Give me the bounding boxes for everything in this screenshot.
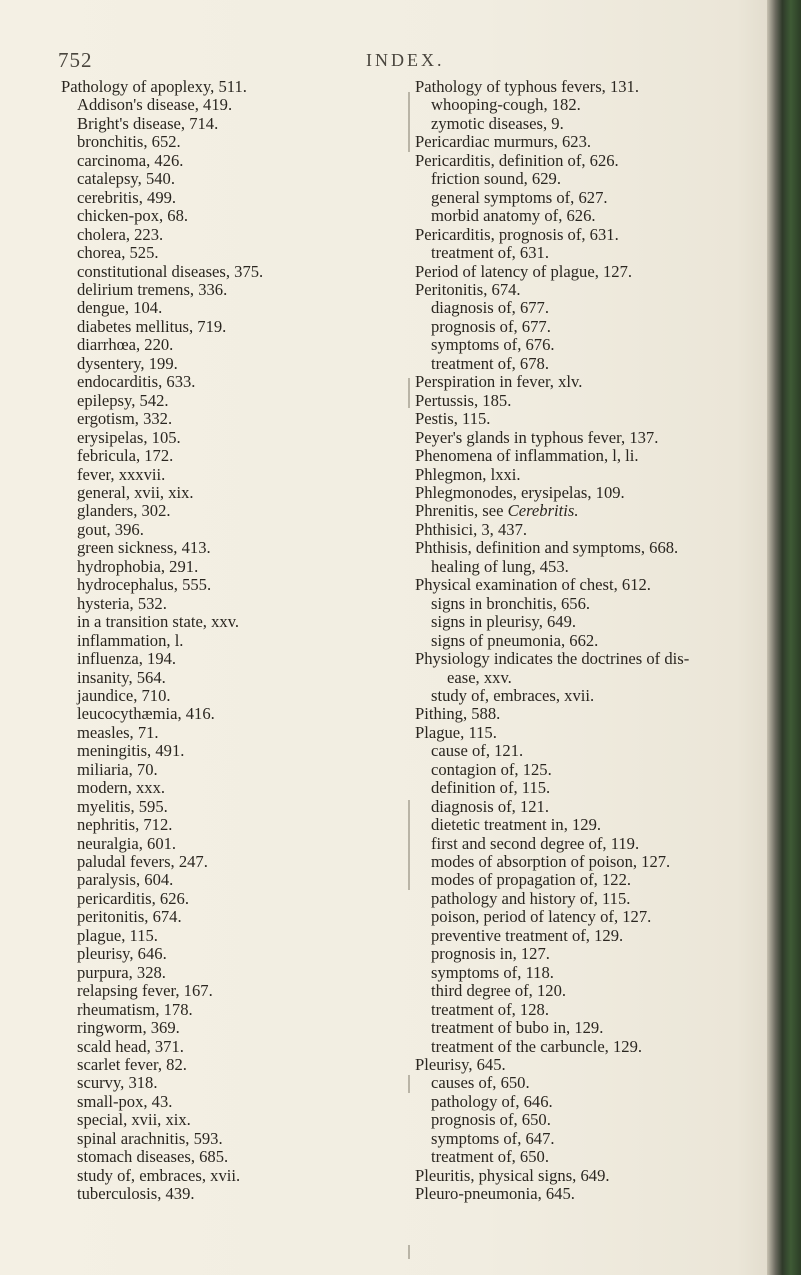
index-sub-entry — [61, 466, 391, 484]
entry-text: Pertussis, 185. — [415, 390, 512, 410]
entry-text: carcinoma, 426. — [77, 150, 184, 170]
index-sub-entry — [415, 945, 765, 963]
index-sub-entry — [61, 558, 391, 576]
entry-text: chicken-pox, 68. — [77, 206, 189, 226]
entry-text: Pathology of typhous fevers, 131. — [415, 77, 639, 96]
index-sub-entry — [415, 779, 765, 797]
index-sub-entry — [61, 96, 391, 114]
entry-text: small-pox, 43. — [77, 1091, 173, 1111]
index-sub-entry — [61, 576, 391, 594]
index-sub-entry — [61, 871, 391, 889]
entry-text: causes of, 650. — [431, 1073, 530, 1093]
entry-text: modes of absorption of poison, 127. — [431, 852, 671, 872]
entry-text: Pathology of apoplexy, 511. — [61, 77, 247, 96]
index-sub-entry — [415, 742, 765, 760]
entry-text: poison, period of latency of, 127. — [431, 907, 652, 927]
index-sub-entry — [415, 1038, 765, 1056]
entry-text: definition of, 115. — [431, 778, 551, 798]
entry-text: relapsing fever, 167. — [77, 981, 213, 1001]
index-sub-entry — [61, 484, 391, 502]
index-main-entry — [415, 502, 765, 520]
entry-text: signs in bronchitis, 656. — [431, 593, 591, 613]
index-sub-entry — [61, 927, 391, 945]
index-sub-entry — [61, 299, 391, 317]
index-sub-entry — [61, 945, 391, 963]
index-main-entry — [415, 429, 765, 447]
index-sub-entry — [61, 1038, 391, 1056]
entry-text: ringworm, 369. — [77, 1018, 180, 1038]
index-sub-entry — [61, 779, 391, 797]
index-sub-entry — [61, 761, 391, 779]
entry-text: treatment of, 650. — [431, 1147, 549, 1167]
entry-text: Pestis, 115. — [415, 409, 491, 429]
entry-text: chorea, 525. — [77, 243, 159, 263]
index-sub-entry — [415, 207, 765, 225]
entry-text: Physiology indicates the doctrines of dis- — [415, 649, 690, 669]
index-sub-entry — [61, 669, 391, 687]
index-sub-entry — [61, 724, 391, 742]
entry-text: myelitis, 595. — [77, 796, 168, 816]
index-sub-entry — [61, 1111, 391, 1129]
index-main-entry — [415, 1167, 765, 1185]
entry-text: diarrhœa, 220. — [77, 335, 174, 355]
index-sub-entry — [61, 798, 391, 816]
index-main-entry — [415, 484, 765, 502]
entry-text: treatment of the carbuncle, 129. — [431, 1036, 643, 1056]
entry-text: pericarditis, 626. — [77, 888, 189, 908]
index-sub-entry — [415, 853, 765, 871]
entry-text: Bright's disease, 714. — [77, 113, 219, 133]
index-sub-entry — [61, 1093, 391, 1111]
index-sub-entry — [415, 1093, 765, 1111]
entry-text: Phthisis, definition and symptoms, 668. — [415, 538, 679, 558]
index-sub-entry — [61, 115, 391, 133]
index-sub-entry — [415, 1074, 765, 1092]
entry-text: Phenomena of inflammation, l, li. — [415, 446, 639, 466]
book-binding-edge — [767, 0, 801, 1275]
index-sub-entry — [415, 1148, 765, 1166]
index-sub-entry — [61, 595, 391, 613]
entry-text: cholera, 223. — [77, 224, 164, 244]
entry-text: Plague, 115. — [415, 722, 497, 742]
index-sub-entry — [415, 1019, 765, 1037]
entry-text: Pleuro-pneumonia, 645. — [415, 1184, 575, 1204]
index-sub-entry — [415, 558, 765, 576]
index-sub-entry — [61, 982, 391, 1000]
index-sub-entry — [415, 927, 765, 945]
index-sub-entry — [61, 170, 391, 188]
entry-text: general symptoms of, 627. — [431, 187, 608, 207]
entry-text: Phlegmon, lxxi. — [415, 464, 521, 484]
index-main-entry — [415, 226, 765, 244]
index-sub-entry — [415, 890, 765, 908]
entry-text: green sickness, 413. — [77, 538, 211, 558]
running-head: INDEX. — [366, 50, 445, 70]
index-main-entry — [61, 78, 391, 96]
entry-text: Perspiration in fever, xlv. — [415, 372, 583, 392]
page-number: 752 — [58, 48, 93, 72]
index-sub-entry — [61, 650, 391, 668]
entry-text: Pericardiac murmurs, 623. — [415, 132, 592, 152]
index-main-entry — [415, 705, 765, 723]
index-sub-entry — [415, 355, 765, 373]
entry-text: tuberculosis, 439. — [77, 1184, 195, 1204]
entry-text: Pericarditis, prognosis of, 631. — [415, 224, 619, 244]
entry-text: bronchitis, 652. — [77, 132, 181, 152]
column-rule — [408, 92, 410, 152]
index-sub-entry — [61, 410, 391, 428]
index-sub-entry — [415, 336, 765, 354]
index-sub-entry — [61, 835, 391, 853]
entry-text: plague, 115. — [77, 925, 158, 945]
index-sub-entry — [415, 982, 765, 1000]
entry-text: healing of lung, 453. — [431, 556, 569, 576]
entry-text: rheumatism, 178. — [77, 999, 193, 1019]
index-sub-entry — [415, 761, 765, 779]
column-rule — [408, 1245, 410, 1259]
entry-text: delirium tremens, 336. — [77, 279, 228, 299]
index-sub-entry — [61, 908, 391, 926]
index-sub-entry — [61, 705, 391, 723]
entry-text: leucocythæmia, 416. — [77, 704, 215, 724]
index-sub-entry — [61, 964, 391, 982]
entry-text: whooping-cough, 182. — [431, 95, 581, 115]
entry-text: study of, embraces, xvii. — [77, 1165, 241, 1185]
entry-text: constitutional diseases, 375. — [77, 261, 264, 281]
index-sub-entry — [61, 613, 391, 631]
index-sub-entry — [61, 742, 391, 760]
index-sub-entry — [61, 632, 391, 650]
index-sub-entry — [415, 1111, 765, 1129]
entry-text: neuralgia, 601. — [77, 833, 177, 853]
entry-text: treatment of, 128. — [431, 999, 549, 1019]
entry-text: Pithing, 588. — [415, 704, 501, 724]
index-sub-entry — [61, 502, 391, 520]
index-sub-entry — [61, 1056, 391, 1074]
entry-text: treatment of, 678. — [431, 353, 549, 373]
index-sub-entry — [61, 1185, 391, 1203]
entry-text: prognosis of, 650. — [431, 1110, 551, 1130]
index-sub-entry — [415, 299, 765, 317]
entry-text: hydrocephalus, 555. — [77, 575, 212, 595]
entry-text: paralysis, 604. — [77, 870, 174, 890]
entry-text: fever, xxxvii. — [77, 464, 166, 484]
index-main-entry — [415, 410, 765, 428]
index-sub-entry — [61, 133, 391, 151]
index-sub-entry — [415, 835, 765, 853]
entry-text: prognosis in, 127. — [431, 944, 550, 964]
index-sub-entry — [415, 1130, 765, 1148]
entry-text: Period of latency of plague, 127. — [415, 261, 633, 281]
entry-text: diabetes mellitus, 719. — [77, 316, 227, 336]
entry-text: special, xvii, xix. — [77, 1110, 191, 1130]
entry-text: study of, embraces, xvii. — [431, 685, 595, 705]
index-sub-entry — [415, 964, 765, 982]
entry-text: measles, 71. — [77, 722, 159, 742]
index-sub-entry — [61, 1130, 391, 1148]
index-sub-entry — [61, 226, 391, 244]
entry-text: scald head, 371. — [77, 1036, 184, 1056]
entry-text: prognosis of, 677. — [431, 316, 551, 336]
index-sub-entry — [61, 207, 391, 225]
entry-text: diagnosis of, 677. — [431, 298, 549, 318]
index-sub-entry — [415, 244, 765, 262]
entry-text: ergotism, 332. — [77, 409, 173, 429]
entry-text: purpura, 328. — [77, 962, 166, 982]
index-main-entry — [415, 724, 765, 742]
entry-text: symptoms of, 118. — [431, 962, 554, 982]
entry-text: hysteria, 532. — [77, 593, 167, 613]
index-main-entry — [415, 1185, 765, 1203]
entry-text: miliaria, 70. — [77, 759, 158, 779]
entry-text: modern, xxx. — [77, 778, 166, 798]
index-sub-entry — [61, 521, 391, 539]
entry-crossref: Cerebritis. — [507, 501, 579, 521]
index-sub-entry — [415, 871, 765, 889]
index-main-entry — [415, 650, 765, 668]
index-sub-entry — [61, 447, 391, 465]
entry-text: febricula, 172. — [77, 446, 174, 466]
index-sub-entry — [415, 669, 765, 687]
index-sub-entry — [61, 853, 391, 871]
index-main-entry — [415, 152, 765, 170]
index-sub-entry — [415, 170, 765, 188]
entry-text: spinal arachnitis, 593. — [77, 1128, 223, 1148]
index-main-entry — [415, 78, 765, 96]
entry-text: preventive treatment of, 129. — [431, 925, 624, 945]
entry-text: friction sound, 629. — [431, 169, 561, 189]
entry-text: symptoms of, 647. — [431, 1128, 555, 1148]
entry-text: insanity, 564. — [77, 667, 166, 687]
index-sub-entry — [61, 1148, 391, 1166]
entry-text: modes of propagation of, 122. — [431, 870, 632, 890]
column-rule — [408, 378, 410, 408]
index-sub-entry — [415, 318, 765, 336]
entry-text: Pleurisy, 645. — [415, 1055, 506, 1075]
entry-text: Peyer's glands in typhous fever, 137. — [415, 427, 659, 447]
index-sub-entry — [61, 1019, 391, 1037]
entry-text: contagion of, 125. — [431, 759, 552, 779]
index-main-entry — [415, 447, 765, 465]
entry-text: Phrenitis, see — [415, 501, 508, 521]
index-sub-entry — [61, 355, 391, 373]
entry-text: cerebritis, 499. — [77, 187, 177, 207]
entry-text: Phthisici, 3, 437. — [415, 519, 528, 539]
index-sub-entry — [61, 318, 391, 336]
entry-text: influenza, 194. — [77, 649, 177, 669]
index-sub-entry — [415, 816, 765, 834]
index-sub-entry — [415, 1001, 765, 1019]
entry-text: first and second degree of, 119. — [431, 833, 640, 853]
index-sub-entry — [61, 336, 391, 354]
index-sub-entry — [415, 687, 765, 705]
entry-text: Physical examination of chest, 612. — [415, 575, 651, 595]
index-main-entry — [415, 263, 765, 281]
index-sub-entry — [61, 429, 391, 447]
entry-text: pathology and history of, 115. — [431, 888, 631, 908]
entry-text: paludal fevers, 247. — [77, 852, 208, 872]
index-sub-entry — [61, 539, 391, 557]
index-main-entry — [415, 373, 765, 391]
index-main-entry — [415, 1056, 765, 1074]
entry-text: jaundice, 710. — [77, 685, 171, 705]
entry-text: Peritonitis, 674. — [415, 279, 521, 299]
index-sub-entry — [61, 263, 391, 281]
index-sub-entry — [61, 152, 391, 170]
entry-text: Pleuritis, physical signs, 649. — [415, 1165, 610, 1185]
index-sub-entry — [415, 798, 765, 816]
entry-text: catalepsy, 540. — [77, 169, 175, 189]
entry-text: signs of pneumonia, 662. — [431, 630, 599, 650]
entry-text: pathology of, 646. — [431, 1091, 553, 1111]
index-sub-entry — [61, 890, 391, 908]
entry-text: third degree of, 120. — [431, 981, 567, 1001]
index-main-entry — [415, 576, 765, 594]
entry-text: glanders, 302. — [77, 501, 171, 521]
entry-text: epilepsy, 542. — [77, 390, 169, 410]
index-main-entry — [415, 133, 765, 151]
index-sub-entry — [61, 1167, 391, 1185]
entry-text: scarlet fever, 82. — [77, 1055, 187, 1075]
entry-text: meningitis, 491. — [77, 741, 185, 761]
entry-text: erysipelas, 105. — [77, 427, 181, 447]
entry-text: scurvy, 318. — [77, 1073, 158, 1093]
entry-text: general, xvii, xix. — [77, 482, 194, 502]
entry-text: in a transition state, xxv. — [77, 612, 240, 632]
column-rule — [408, 800, 410, 890]
column-rule — [408, 1075, 410, 1093]
entry-text: Phlegmonodes, erysipelas, 109. — [415, 482, 625, 502]
index-sub-entry — [61, 373, 391, 391]
entry-text: dietetic treatment in, 129. — [431, 815, 602, 835]
index-sub-entry — [415, 908, 765, 926]
entry-text: cause of, 121. — [431, 741, 524, 761]
entry-text: zymotic diseases, 9. — [431, 113, 564, 133]
entry-text: stomach diseases, 685. — [77, 1147, 229, 1167]
index-sub-entry — [61, 1001, 391, 1019]
index-main-entry — [415, 281, 765, 299]
index-main-entry — [415, 539, 765, 557]
index-main-entry — [415, 521, 765, 539]
index-sub-entry — [61, 281, 391, 299]
index-sub-entry — [61, 392, 391, 410]
entry-text: pleurisy, 646. — [77, 944, 167, 964]
entry-text: morbid anatomy of, 626. — [431, 206, 596, 226]
entry-text: dysentery, 199. — [77, 353, 178, 373]
index-column-left — [61, 78, 391, 1204]
index-sub-entry — [415, 632, 765, 650]
index-main-entry — [415, 466, 765, 484]
entry-text: diagnosis of, 121. — [431, 796, 549, 816]
entry-text: signs in pleurisy, 649. — [431, 612, 577, 632]
entry-text: inflammation, l. — [77, 630, 184, 650]
entry-text: treatment of bubo in, 129. — [431, 1018, 604, 1038]
entry-text: symptoms of, 676. — [431, 335, 555, 355]
index-sub-entry — [415, 595, 765, 613]
entry-text: Pericarditis, definition of, 626. — [415, 150, 619, 170]
index-sub-entry — [61, 687, 391, 705]
entry-text: peritonitis, 674. — [77, 907, 182, 927]
entry-text: nephritis, 712. — [77, 815, 173, 835]
index-column-right — [415, 78, 765, 1204]
entry-text: hydrophobia, 291. — [77, 556, 199, 576]
index-sub-entry — [415, 189, 765, 207]
index-sub-entry — [415, 613, 765, 631]
index-sub-entry — [61, 189, 391, 207]
entry-text: dengue, 104. — [77, 298, 163, 318]
entry-text: ease, xxv. — [447, 667, 512, 687]
entry-text: endocarditis, 633. — [77, 372, 196, 392]
entry-text: gout, 396. — [77, 519, 144, 539]
index-sub-entry — [415, 115, 765, 133]
index-sub-entry — [415, 96, 765, 114]
index-sub-entry — [61, 244, 391, 262]
index-sub-entry — [61, 816, 391, 834]
index-sub-entry — [61, 1074, 391, 1092]
entry-text: Addison's disease, 419. — [77, 95, 233, 115]
index-main-entry — [415, 392, 765, 410]
entry-text: treatment of, 631. — [431, 243, 549, 263]
